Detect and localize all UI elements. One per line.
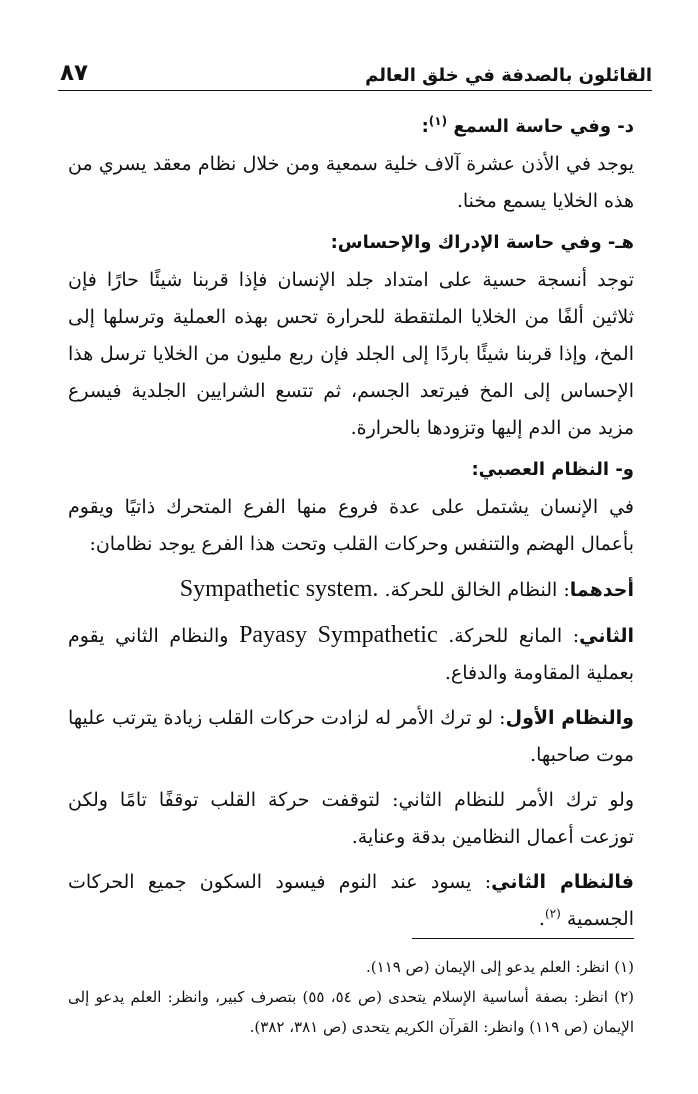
paragraph-nervous-intro: في الإنسان يشتمل على عدة فروع منها الفرع المتحرك ذاتيًا ويقوم بأعمال الهضم والتنفس وحركات القلب وتحت هذا الفرع يوجد نظامان: (68, 496, 634, 555)
label-second: الثاني (579, 625, 635, 647)
label-system-two: فالنظام الثاني (491, 871, 634, 893)
paragraph-first-system: أحدهما: النظام الخالق للحركة. Sympathetic system. (179, 576, 634, 602)
footnotes (68, 952, 634, 1042)
page-number: ٨٧ (60, 60, 89, 86)
paragraph-perception: توجد أنسجة حسية على امتداد جلد الإنسان فإذا قربنا شيئًا حارًا فإن ثلاثين ألفًا من الخلايا الملتقطة للحرارة تحس بهذه العملية وترسلها إلى المخ، وإذا قربنا شيئًا باردًا إلى الجلد فإن ربع مليون من الخلايا ترسل هذا الإحساس إلى المخ فيرتعد الجسم، ثم تتسع الشرايين الجلدية فيسرع مزيد من الدم إليها وتزودها بالحرارة. (68, 269, 634, 439)
footnote-ref-1[interactable]: (١) (428, 114, 448, 128)
footnote-ref-2[interactable]: (٢) (544, 906, 561, 921)
paragraph-system-two: ولو ترك الأمر للنظام الثاني: لتوقفت حركة القلب توقفًا تامًا ولكن توزعت أعمال النظامين بدقة وعناية. (68, 789, 634, 848)
footnote-1: (١) انظر: العلم يدعو إلى الإيمان (ص ١١٩). (366, 958, 634, 976)
page-body (68, 112, 634, 946)
paragraph-sleep: فالنظام الثاني: يسود عند النوم فيسود السكون جميع الحركات الجسمية $^{(٢)}$. (68, 871, 634, 930)
paragraph-second-system: الثاني: المانع للحركة. Payasy Sympathetic والنظام الثاني يقوم بعملية المقاومة والدفاع. (68, 622, 635, 684)
label-first: أحدهما (569, 579, 634, 601)
paragraph-system-one: والنظام الأول: لو ترك الأمر له لزادت حركات القلب زيادة يترتب عليها موت صاحبها. (68, 707, 634, 766)
label-system-one: والنظام الأول (505, 707, 634, 729)
latin-term-parasympathetic: Payasy Sympathetic (239, 622, 438, 648)
paragraph-hearing: يوجد في الأذن عشرة آلاف خلية سمعية ومن خلال نظام معقد يسري من هذه الخلايا يسمع مخنا. (68, 153, 634, 212)
heading-hearing: د- وفي حاسة السمع $^{(١)}$: (421, 114, 634, 137)
heading-perception: هـ- وفي حاسة الإدراك والإحساس: (330, 232, 634, 253)
page-header (60, 52, 652, 86)
header-rule (58, 90, 652, 91)
heading-nervous-system: و- النظام العصبي: (471, 459, 634, 480)
running-title: القائلون بالصدفة في خلق العالم (365, 65, 652, 86)
footnote-2: (٢) انظر: بصفة أساسية الإسلام يتحدى (ص ٥٤، ٥٥) بتصرف كبير، وانظر: العلم يدعو إلى الإيمان (ص ١١٩) وانظر: القرآن الكريم يتحدى (ص ٣٨١، ٣٨٢). (68, 988, 634, 1036)
footnote-rule (412, 938, 634, 939)
latin-term-sympathetic: Sympathetic system. (179, 576, 379, 602)
